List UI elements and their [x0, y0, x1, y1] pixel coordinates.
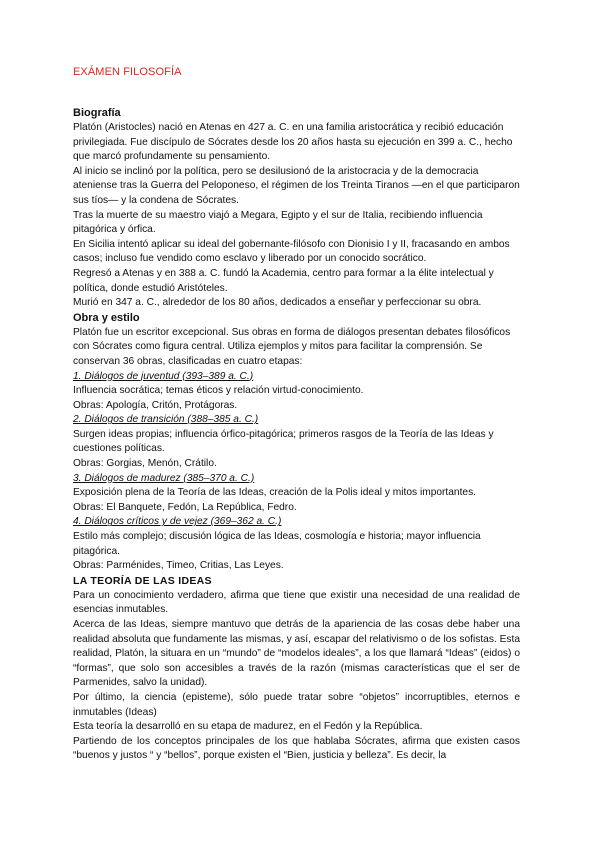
stage-title: 2. Diálogos de transición (388–385 a. C.): [73, 414, 259, 426]
biography-heading: Biografía: [73, 107, 121, 119]
stage-title: 3. Diálogos de madurez (385–370 a. C.): [73, 472, 255, 484]
theory-paragraph: Esta teoría la desarrolló en su etapa de madurez, en el Fedón y la República.: [73, 721, 423, 733]
stage-description: Exposición plena de la Teoría de las Ideas, creación de la Polis ideal y mitos importantes.: [73, 487, 477, 499]
stage-title: 4. Diálogos críticos y de vejez (369–362 a. C.): [73, 516, 282, 528]
theory-paragraph: Partiendo de los conceptos principales de los que hablaba Sócrates, afirma que existen casos “buenos y justos “ y “bellos”, porque existen el “Bien, justicia y belleza”. Es decir, la: [73, 735, 520, 762]
stage-works: Obras: Apología, Critón, Protágoras.: [73, 399, 238, 411]
biography-paragraph: Murió en 347 a. C., alrededor de los 80 años, dedicados a enseñar y perfeccionar su obra.: [73, 297, 482, 309]
stage-description: Estilo más complejo; discusión lógica de las Ideas, cosmología e historia; mayor influencia pitagórica.: [73, 531, 481, 557]
biography-paragraph: Regresó a Atenas y en 388 a. C. fundó la Academia, centro para formar a la élite intelectual y política, donde estudió Aristóteles.: [73, 267, 494, 294]
biography-paragraph: Tras la muerte de su maestro viajó a Megara, Egipto y el sur de Italia, recibiendo influencia pitagórica y órfica.: [73, 209, 483, 236]
biography-paragraph: Platón (Aristocles) nació en Atenas en 427 a. C. en una familia aristocrática y recibió educación privilegiada. Fue discípulo de Sócrates desde los 20 años hasta su ejecución en 399 a. C., hecho que marcó profundamente su pensamiento.: [73, 122, 513, 163]
theory-paragraph: Por último, la ciencia (episteme), sólo puede tratar sobre “objetos” incorruptibles, eternos e inmutables (Ideas): [73, 691, 520, 718]
stage-description: Influencia socrática; temas éticos y relación virtud-conocimiento.: [73, 385, 364, 397]
work-style-heading: Obra y estilo: [73, 311, 140, 324]
theory-section: [73, 574, 520, 764]
work-style-intro: Platón fue un escritor excepcional. Sus obras en forma de diálogos presentan debates filosóficos con Sócrates como figura central. Utiliza ejemplos y mitos para facilitar la comprensión. Se conservan 36 obras, clasificadas en cuatro etapas:: [73, 326, 511, 367]
biography-paragraph: Al inicio se inclinó por la política, pero se desilusionó de la aristocracia y de la democracia ateniense tras la Guerra del Peloponeso, el régimen de los Treinta Tiranos —en el que participaron sus tíos— y la condena de Sócrates.: [73, 165, 520, 206]
stage-description: Surgen ideas propias; influencia órfico-pitagórica; primeros rasgos de la Teoría de las Ideas y cuestiones políticas.: [73, 428, 494, 455]
stage-works: Obras: Gorgias, Menón, Crátilo.: [73, 458, 217, 470]
theory-paragraph: Acerca de las Ideas, siempre mantuvo que detrás de la apariencia de las cosas debe haber una realidad absoluta que fundamente las mismas, y así, escapar del relativismo o de los sofistas. Esta realidad, Platón, la situara en un “mundo” de “modelos ideales”, a los que llamará “Ideas” (eidos) o “formas”, que solo son accesibles a través de la razón (mismas características que el ser de Parmenides, salvo la unidad).: [73, 619, 520, 689]
biography-paragraph: En Sicilia intentó aplicar su ideal del gobernante-filósofo con Dionisio I y II, fracasando en ambos casos; incluso fue vendido como esclavo y liberado por un conocido socrático.: [73, 238, 510, 265]
work-style-section: [73, 311, 520, 574]
biography-section: [73, 106, 520, 311]
theory-heading: LA TEORÍA DE LAS IDEAS: [73, 574, 212, 587]
document-title: EXÁMEN FILOSOFÍA: [73, 66, 182, 78]
theory-paragraph: Para un conocimiento verdadero, afirma que tiene que existir una necesidad de una realidad de esencias inmutables.: [73, 589, 520, 616]
stage-works: Obras: El Banquete, Fedón, La República, Fedro.: [73, 501, 297, 513]
stage-works: Obras: Parménides, Timeo, Critias, Las Leyes.: [73, 560, 284, 572]
stage-title: 1. Diálogos de juventud (393–389 a. C.): [73, 370, 254, 382]
